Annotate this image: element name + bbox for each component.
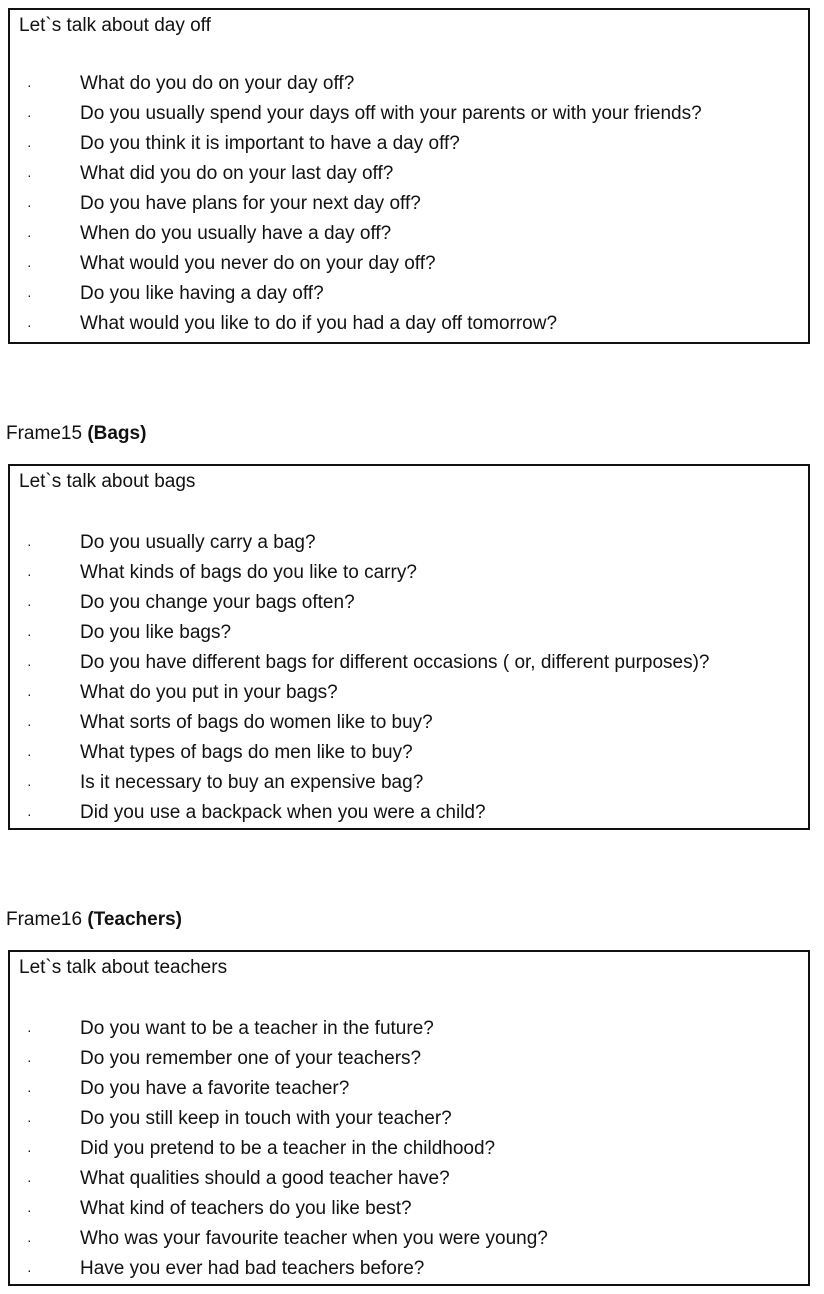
question-text: When do you usually have a day off?	[80, 223, 392, 244]
bullet-icon: ·	[27, 746, 32, 762]
question-text: Did you use a backpack when you were a child?	[80, 802, 486, 823]
list-item	[10, 313, 808, 343]
teachers-box	[8, 950, 810, 1286]
bullet-icon: ·	[27, 1022, 32, 1038]
bullet-icon: ·	[27, 806, 32, 822]
list-item	[10, 1168, 808, 1198]
question-text: What types of bags do men like to buy?	[80, 742, 413, 763]
list-item	[10, 133, 808, 163]
list-item	[10, 622, 808, 652]
frame15-heading	[6, 423, 146, 445]
list-item	[10, 223, 808, 253]
list-item	[10, 652, 808, 682]
list-item	[10, 73, 808, 103]
teachers-question-list	[10, 1018, 808, 1288]
bullet-icon: ·	[27, 197, 32, 213]
question-text: What would you like to do if you had a day off tomorrow?	[80, 313, 558, 334]
bullet-icon: ·	[27, 287, 32, 303]
question-text: Do you still keep in touch with your teacher?	[80, 1108, 452, 1129]
frame16-label: Frame16	[6, 909, 83, 930]
list-item	[10, 1138, 808, 1168]
question-text: What kinds of bags do you like to carry?	[80, 562, 417, 583]
frame16-heading	[6, 909, 182, 931]
list-item	[10, 1048, 808, 1078]
list-item	[10, 742, 808, 772]
list-item	[10, 532, 808, 562]
question-text: Do you like having a day off?	[80, 283, 324, 304]
bullet-icon: ·	[27, 1262, 32, 1278]
bullet-icon: ·	[27, 1232, 32, 1248]
frame16-topic: (Teachers)	[87, 909, 182, 930]
bullet-icon: ·	[27, 137, 32, 153]
bullet-icon: ·	[27, 227, 32, 243]
bullet-icon: ·	[27, 1202, 32, 1218]
bags-box	[8, 464, 810, 830]
bullet-icon: ·	[27, 596, 32, 612]
question-text: What kind of teachers do you like best?	[80, 1198, 412, 1219]
question-text: What qualities should a good teacher have?	[80, 1168, 450, 1189]
list-item	[10, 283, 808, 313]
question-text: What would you never do on your day off?	[80, 253, 436, 274]
bullet-icon: ·	[27, 107, 32, 123]
day-off-title: Let`s talk about day off	[19, 15, 211, 36]
bullet-icon: ·	[27, 317, 32, 333]
list-item	[10, 592, 808, 622]
list-item	[10, 1258, 808, 1288]
frame15-label: Frame15	[6, 423, 83, 444]
question-text: Do you have different bags for different occasions ( or, different purposes)?	[80, 652, 710, 673]
list-item	[10, 1108, 808, 1138]
question-text: Do you remember one of your teachers?	[80, 1048, 422, 1069]
question-text: Do you have a favorite teacher?	[80, 1078, 350, 1099]
question-text: Do you usually spend your days off with your parents or with your friends?	[80, 103, 702, 124]
teachers-title: Let`s talk about teachers	[19, 957, 228, 978]
bullet-icon: ·	[27, 167, 32, 183]
bullet-icon: ·	[27, 1142, 32, 1158]
bullet-icon: ·	[27, 1112, 32, 1128]
list-item	[10, 562, 808, 592]
question-text: Is it necessary to buy an expensive bag?	[80, 772, 424, 793]
bullet-icon: ·	[27, 1052, 32, 1068]
bullet-icon: ·	[27, 77, 32, 93]
bullet-icon: ·	[27, 1172, 32, 1188]
bullet-icon: ·	[27, 1082, 32, 1098]
list-item	[10, 772, 808, 802]
bullet-icon: ·	[27, 626, 32, 642]
list-item	[10, 802, 808, 832]
question-text: Did you pretend to be a teacher in the childhood?	[80, 1138, 496, 1159]
question-text: What sorts of bags do women like to buy?	[80, 712, 433, 733]
bullet-icon: ·	[27, 656, 32, 672]
list-item	[10, 253, 808, 283]
list-item	[10, 193, 808, 223]
list-item	[10, 103, 808, 133]
question-text: Do you change your bags often?	[80, 592, 355, 613]
bullet-icon: ·	[27, 536, 32, 552]
frame15-topic: (Bags)	[87, 423, 147, 444]
question-text: What did you do on your last day off?	[80, 163, 394, 184]
question-text: Who was your favourite teacher when you were young?	[80, 1228, 548, 1249]
question-text: Do you like bags?	[80, 622, 232, 643]
list-item	[10, 682, 808, 712]
list-item	[10, 1018, 808, 1048]
bullet-icon: ·	[27, 686, 32, 702]
list-item	[10, 1198, 808, 1228]
question-text: Have you ever had bad teachers before?	[80, 1258, 425, 1279]
bullet-icon: ·	[27, 566, 32, 582]
question-text: What do you do on your day off?	[80, 73, 355, 94]
bullet-icon: ·	[27, 257, 32, 273]
list-item	[10, 1078, 808, 1108]
day-off-question-list	[10, 73, 808, 343]
list-item	[10, 1228, 808, 1258]
question-text: Do you have plans for your next day off?	[80, 193, 421, 214]
bags-title: Let`s talk about bags	[19, 471, 196, 492]
question-text: What do you put in your bags?	[80, 682, 338, 703]
list-item	[10, 712, 808, 742]
bullet-icon: ·	[27, 776, 32, 792]
bags-question-list	[10, 532, 808, 832]
day-off-box	[8, 8, 810, 344]
question-text: Do you want to be a teacher in the future?	[80, 1018, 434, 1039]
question-text: Do you think it is important to have a day off?	[80, 133, 460, 154]
list-item	[10, 163, 808, 193]
bullet-icon: ·	[27, 716, 32, 732]
question-text: Do you usually carry a bag?	[80, 532, 316, 553]
